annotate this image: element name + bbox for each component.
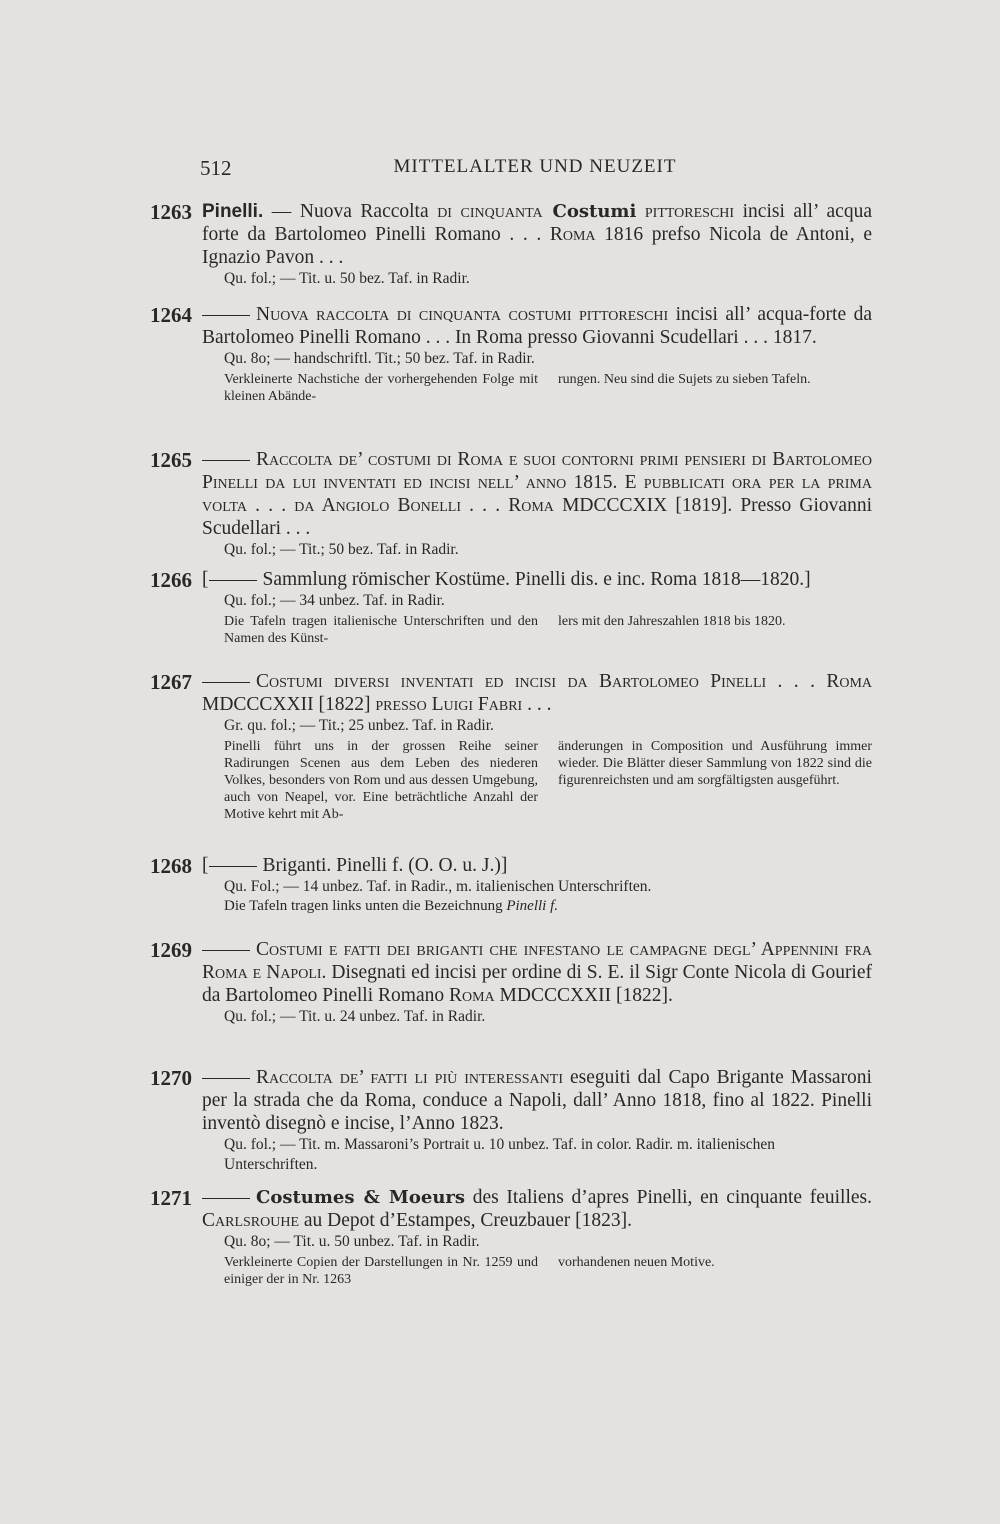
entry-title: Raccolta de’ costumi di Roma e suoi contorni primi pensieri di Bartolomeo Pinelli da lui inventati ed incisi nell’ anno 1815. E pubblicati ora per la prima volta . . . da Angiolo Bonelli . . . Roma MDCCCXIX [1819]. Presso Giovanni Scudellari . . . bbox=[202, 449, 872, 539]
ditto-dash bbox=[202, 1198, 250, 1199]
catalog-entry-1266 bbox=[150, 568, 872, 647]
entry-format: Qu. fol.; — Tit. m. Massaroni’s Portrait u. 10 unbez. Taf. in color. Radir. m. italienischen Unterschriften. bbox=[224, 1136, 775, 1173]
entry-number: 1271 bbox=[150, 1186, 192, 1210]
entry-note: Die Tafeln tragen links unten die Bezeichnung Pinelli f. bbox=[224, 898, 559, 914]
entry-number: 1269 bbox=[150, 938, 192, 962]
entry-note bbox=[202, 1254, 872, 1288]
catalog-entry-1268 bbox=[150, 854, 872, 916]
ditto-dash bbox=[209, 866, 257, 867]
ditto-dash bbox=[202, 315, 250, 316]
ditto-dash bbox=[202, 682, 250, 683]
entry-format: Qu. fol.; — 34 unbez. Taf. in Radir. bbox=[224, 592, 445, 609]
entry-author: Pinelli. bbox=[202, 201, 264, 222]
entry-number: 1268 bbox=[150, 854, 192, 878]
entry-number: 1267 bbox=[150, 670, 192, 694]
note-col-left: Verkleinerte Copien der Darstellungen in Nr. 1259 und einiger der in Nr. 1263 bbox=[224, 1255, 538, 1287]
note-col-left: Die Tafeln tragen italienische Unterschriften und den Namen des Künst- bbox=[224, 614, 538, 646]
entry-title: Costumi diversi inventati ed incisi da Bartolomeo Pinelli . . . Roma MDCCCXXII [1822] presso Luigi Fabri . . . bbox=[202, 671, 872, 715]
entry-number: 1266 bbox=[150, 568, 192, 592]
entry-note bbox=[202, 613, 872, 647]
entry-title: Raccolta de’ fatti li più interessanti eseguiti dal Capo Brigante Massaroni per la strada che da Roma, conduce a Napoli, dall’ Anno 1818, fino al 1822. Pinelli inventò disegnò e incise, l’Anno 1823. bbox=[202, 1067, 872, 1134]
entry-note bbox=[202, 738, 872, 823]
note-col-left: Verkleinerte Nachstiche der vorhergehenden Folge mit kleinen Abände- bbox=[224, 372, 538, 404]
entry-format: Qu. fol.; — Tit. u. 50 bez. Taf. in Radir. bbox=[224, 270, 470, 287]
page-number: 512 bbox=[200, 156, 232, 180]
entry-title: [ Sammlung römischer Kostüme. Pinelli dis. e inc. Roma 1818—1820.] bbox=[202, 569, 811, 590]
entry-format: Gr. qu. fol.; — Tit.; 25 unbez. Taf. in Radir. bbox=[224, 717, 494, 734]
entry-title: Costumi e fatti dei briganti che infestano le campagne degl’ Appennini fra Roma e Napoli. Disegnati ed incisi per ordine di S. E. il Sigr Conte Nicola di Gourief da Bartolomeo Pinelli Romano Roma MDCCCXXII [1822]. bbox=[202, 939, 873, 1006]
entry-format: Qu. 8o; — handschriftl. Tit.; 50 bez. Taf. in Radir. bbox=[224, 350, 535, 367]
entry-note bbox=[202, 371, 872, 405]
entry-format: Qu. fol.; — Tit.; 50 bez. Taf. in Radir. bbox=[224, 541, 459, 558]
entry-number: 1263 bbox=[150, 200, 192, 224]
catalog-entry-1263 bbox=[150, 200, 872, 289]
entry-title: Pinelli. — Nuova Raccolta di cinquanta Costumi pittoreschi incisi all’ acqua forte da Bartolomeo Pinelli Romano . . . Roma 1816 prefso Nicola de Antoni, e Ignazio Pavon . . . bbox=[202, 201, 872, 268]
entry-number: 1264 bbox=[150, 303, 192, 327]
entry-number: 1270 bbox=[150, 1066, 192, 1090]
catalog-entry-1267 bbox=[150, 670, 872, 823]
catalog-entry-1264 bbox=[150, 303, 872, 405]
running-head: MITTELALTER UND NEUZEIT bbox=[393, 156, 677, 177]
ditto-dash bbox=[202, 1078, 250, 1079]
note-col-right: rungen. Neu sind die Sujets zu sieben Tafeln. bbox=[558, 372, 811, 387]
catalog-entry-1270 bbox=[150, 1066, 872, 1175]
ditto-dash bbox=[202, 950, 250, 951]
entry-number: 1265 bbox=[150, 448, 192, 472]
catalog-entry-1269 bbox=[150, 938, 872, 1027]
entry-title: [ Briganti. Pinelli f. (O. O. u. J.)] bbox=[202, 855, 508, 876]
ditto-dash bbox=[202, 460, 250, 461]
catalog-entry-1271 bbox=[150, 1186, 872, 1288]
note-col-right: änderungen in Composition und Ausführung immer wieder. Die Blätter dieser Sammlung von 1822 sind die figurenreichsten und am sorgfältigsten ausgeführt. bbox=[558, 739, 872, 788]
entry-format: Qu. fol.; — Tit. u. 24 unbez. Taf. in Radir. bbox=[224, 1008, 486, 1025]
note-col-right: vorhandenen neuen Motive. bbox=[558, 1255, 715, 1270]
entry-format: Qu. 8o; — Tit. u. 50 unbez. Taf. in Radir. bbox=[224, 1233, 480, 1250]
note-col-right: lers mit den Jahreszahlen 1818 bis 1820. bbox=[558, 614, 786, 629]
ditto-dash bbox=[209, 580, 257, 581]
entry-format: Qu. Fol.; — 14 unbez. Taf. in Radir., m. italienischen Unterschriften. bbox=[224, 878, 652, 895]
entry-title: Costumes & Moeurs des Italiens d’apres Pinelli, en cinquante feuilles. Carlsrouhe au Depot d’Estampes, Creuzbauer [1823]. bbox=[202, 1187, 872, 1231]
note-col-left: Pinelli führt uns in der grossen Reihe seiner Radirungen Scenen aus dem Leben des niederen Volkes, besonders von Rom und aus dessen Umgebung, auch von Neapel, vor. Eine beträchtliche Anzahl der Motive kehrt mit Ab- bbox=[224, 739, 538, 822]
catalog-entry-1265 bbox=[150, 448, 872, 560]
entry-title: Nuova raccolta di cinquanta costumi pittoreschi incisi all’ acqua-forte da Bartolomeo Pinelli Romano . . . In Roma presso Giovanni Scudellari . . . 1817. bbox=[202, 304, 872, 348]
